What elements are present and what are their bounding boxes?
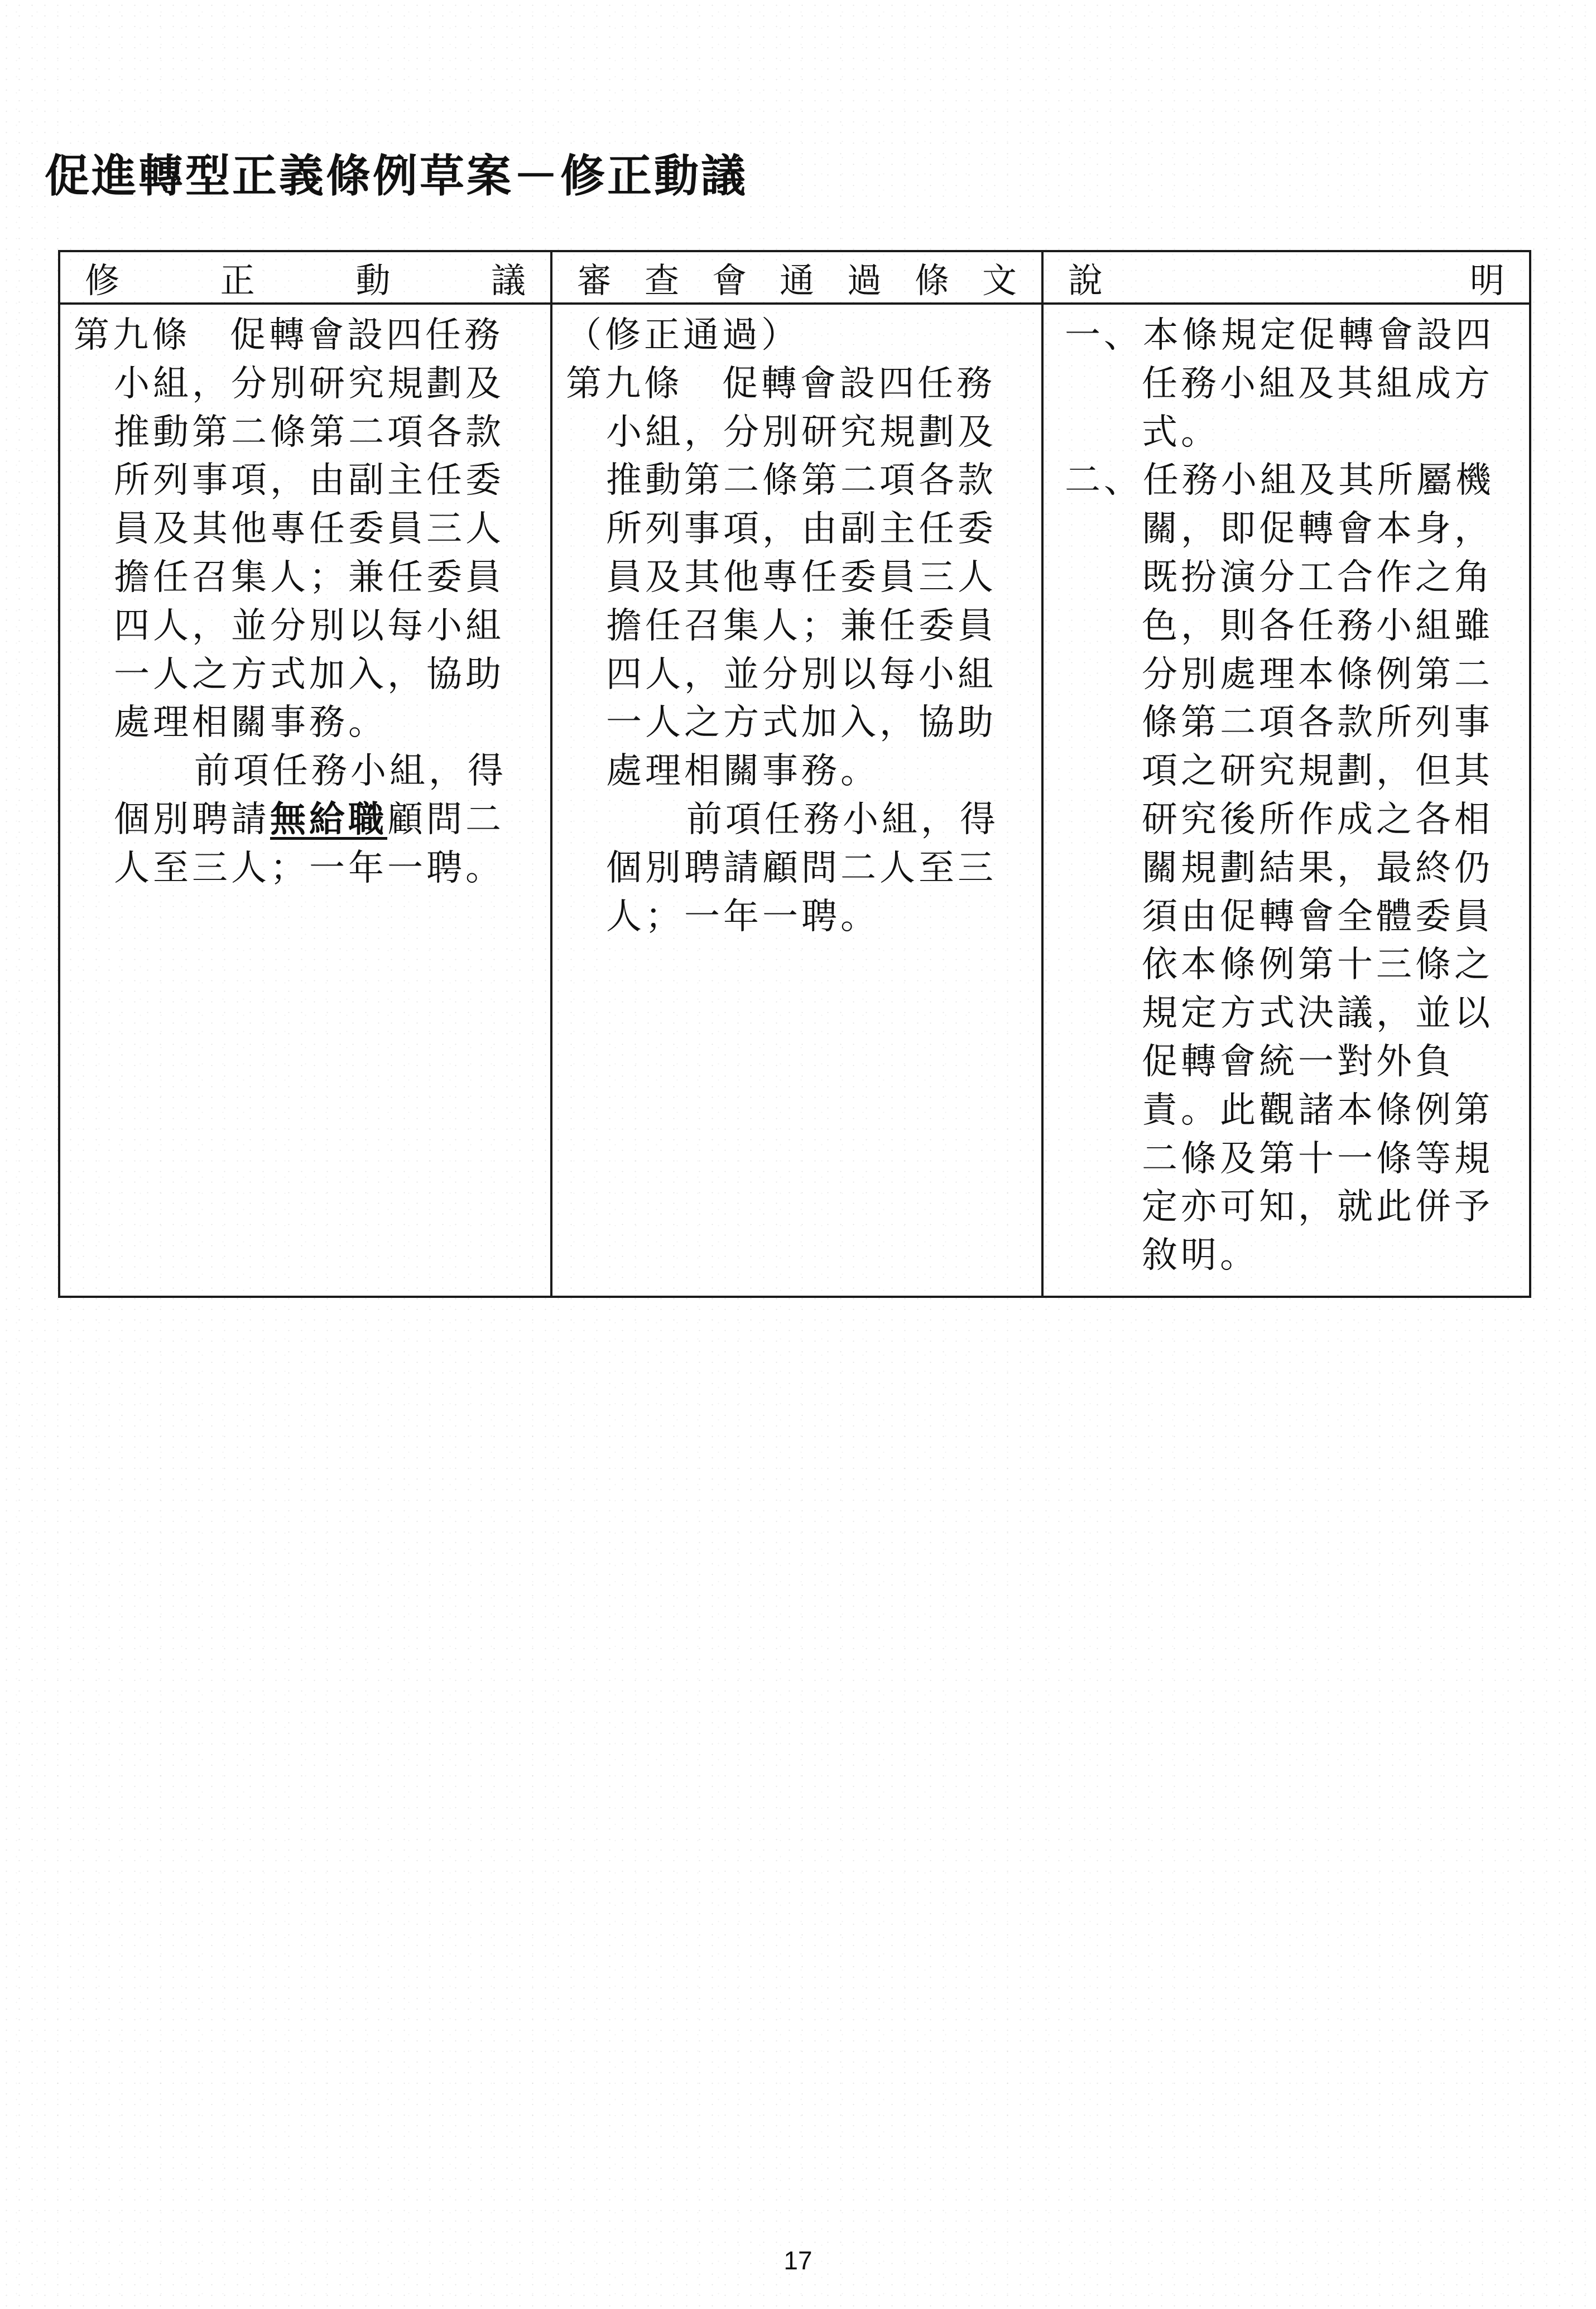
page-number: 17 [783, 2246, 813, 2275]
committee-status: （修正通過） [566, 315, 800, 356]
amendment-emphasis-unpaid: 無給職 [270, 798, 387, 840]
explanation-note-2: 二、任務小組及其所屬機關，即促轉會本身，既扮演分工合作之角色，則各任務小組雖分別處理本條例第二條第二項各款所列事項之研究規劃，但其研究後所作成之各相關規劃結果，最終仍須由促轉會全體委員依本條例第十三條之規定方式決議，並以促轉會統一對外負責。此觀諸本條例第二條及第十一條等規定亦可知，就此併予敘明。 [1065, 460, 1494, 1277]
committee-article: 第九條 促轉會設四任務小組，分別研究規劃及推動第二條第二項各款所列事項，由副主任委員及其他專任委員三人擔任召集人；兼任委員四人，並分別以每小組一人之方式加入，協助處理相關事務。 [566, 363, 997, 792]
amendment-para2-after: 顧問二人至三人；一年一聘。 [114, 798, 504, 889]
amendment-paragraph-2 [74, 747, 539, 892]
comparison-table [58, 250, 1531, 1298]
header-committee [552, 252, 1044, 305]
explanation-cell [1044, 305, 1529, 1296]
explanation-note-1: 一、本條規定促轉會設四任務小組及其組成方式。 [1065, 315, 1494, 453]
header-explanation-label: 說 明 [1068, 259, 1504, 301]
amendment-article: 第九條 促轉會設四任務小組，分別研究規劃及推動第二條第二項各款所列事項，由副主任委員及其他專任委員三人擔任召集人；兼任委員四人，並分別以每小組一人之方式加入，協助處理相關事務。 [74, 315, 504, 744]
committee-paragraph-2: 前項任務小組，得個別聘請顧問二人至三人；一年一聘。 [606, 798, 999, 937]
header-committee-label: 審查會通過條文 [577, 259, 1017, 301]
header-amendment [60, 252, 552, 305]
committee-cell [552, 305, 1044, 1296]
header-amendment-label: 修 正 動 議 [85, 259, 526, 301]
amendment-para2-before: 前項任務小組，得個別聘請 [114, 751, 507, 840]
document-title: 促進轉型正義條例草案－修正動議 [45, 150, 748, 202]
header-explanation [1044, 252, 1529, 305]
amendment-cell [60, 305, 552, 1296]
